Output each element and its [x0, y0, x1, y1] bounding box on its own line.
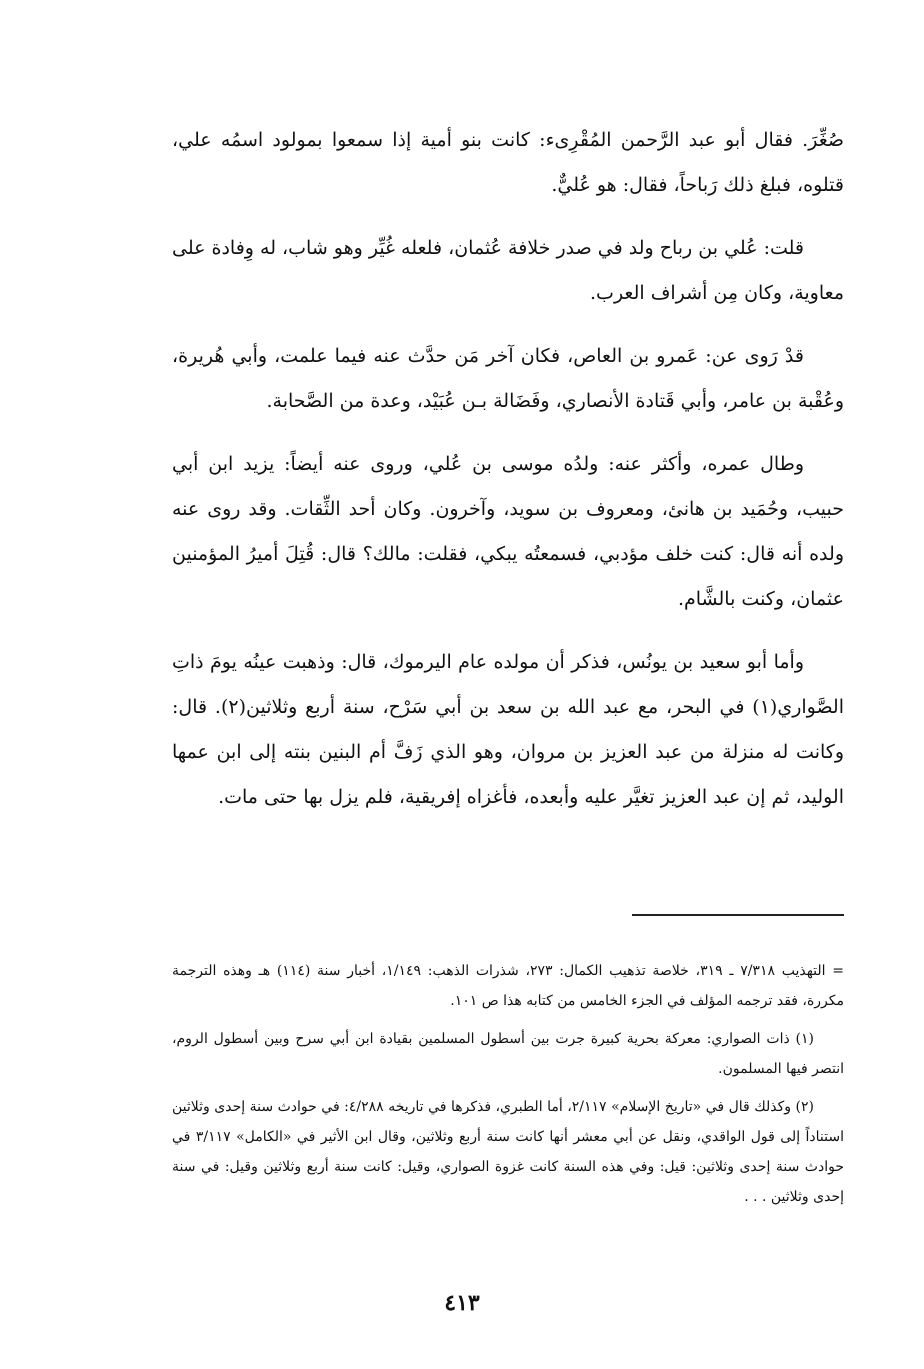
footnote-1: (١) ذات الصواري: معركة بحرية كبيرة جرت بين أسطول المسلمين بقيادة ابن أبي سرح وبين أسطول الروم، انتصر فيها المسلمون.	[172, 1031, 844, 1077]
paragraph-ibn-yunus: وأما أبو سعيد بن يونُس، فذكر أن مولده عام اليرموك، قال: وذهبت عينُه يومَ ذاتِ الصَّواري(١) في البحر، مع عبد الله بن سعد بن أبي سَرْح، سنة أربع وثلاثين(٢). قال: وكانت له منزلة من عبد العزيز بن مروان، وهو الذي زَفَّ أم البنين بنته إلى ابن عمها الوليد، ثم إن عبد العزيز تغيَّر عليه وأبعده، فأغزاه إفريقية، فلم يزل بها حتى مات.	[172, 651, 845, 808]
main-text	[172, 118, 844, 838]
paragraph-author-note: قلت: عُلي بن رباح ولد في صدر خلافة عُثمان، فلعله غُيِّر وهو شاب، له وِفادة على معاوية، وكان مِن أشراف العرب.	[172, 237, 844, 304]
paragraph-narrated-from: قدْ رَوى عن: عَمرو بن العاص، فكان آخر مَن حدَّث عنه فيما علمت، وأبي هُريرة، وعُقْبة بن عامر، وأبي قَتادة الأنصاري، وفَضَالة بـن عُبَيْد، وعدة من الصَّحابة.	[172, 345, 844, 412]
footnote-separator	[632, 914, 844, 916]
footnote-continued: = التهذيب ٧/٣١٨ ـ ٣١٩، خلاصة تذهيب الكمال: ٢٧٣، شذرات الذهب: ١/١٤٩، أخبار سنة (١١٤) هـ وهذه الترجمة مكررة، فقد ترجمه المؤلف في الجزء الخامس من كتابه هذا ص ١٠١.	[172, 963, 844, 1009]
page-number: ٤١٣	[444, 1290, 480, 1316]
footnotes	[172, 956, 844, 1220]
paragraph-continuation: صُغِّرَ. فقال أبو عبد الرَّحمن المُقْرِىء: كانت بنو أمية إذا سمعوا بمولود اسمُه علي، قتلوه، فبلغ ذلك رَباحاً، فقال: هو عُليٌّ.	[172, 129, 844, 196]
footnote-2: (٢) وكذلك قال في «تاريخ الإسلام» ٢/١١٧، أما الطبري، فذكرها في تاريخه ٤/٢٨٨: في حوادث سنة إحدى وثلاثين استناداً إلى قول الواقدي، ونقل عن أبي معشر أنها كانت سنة أربع وثلاثين، وقال ابن الأثير في «الكامل» ٣/١١٧ في حوادث سنة إحدى وثلاثين: قيل: وفي هذه السنة كانت غزوة الصواري، وقيل: كانت سنة أربع وثلاثين وقيل: في سنة إحدى وثلاثين . . .	[172, 1099, 845, 1205]
paragraph-narrators: وطال عمره، وأكثر عنه: ولدُه موسى بن عُلي، وروى عنه أيضاً: يزيد ابن أبي حبيب، وحُمَيد بن هانئ، ومعروف بن سويد، وآخرون. وكان أحد الثِّقات. وقد روى عنه ولده أنه قال: كنت خلف مؤدبي، فسمعتُه يبكي، فقلت: مالك؟ قال: قُتِلَ أميرُ المؤمنين عثمان، وكنت بالشَّام.	[172, 453, 844, 610]
